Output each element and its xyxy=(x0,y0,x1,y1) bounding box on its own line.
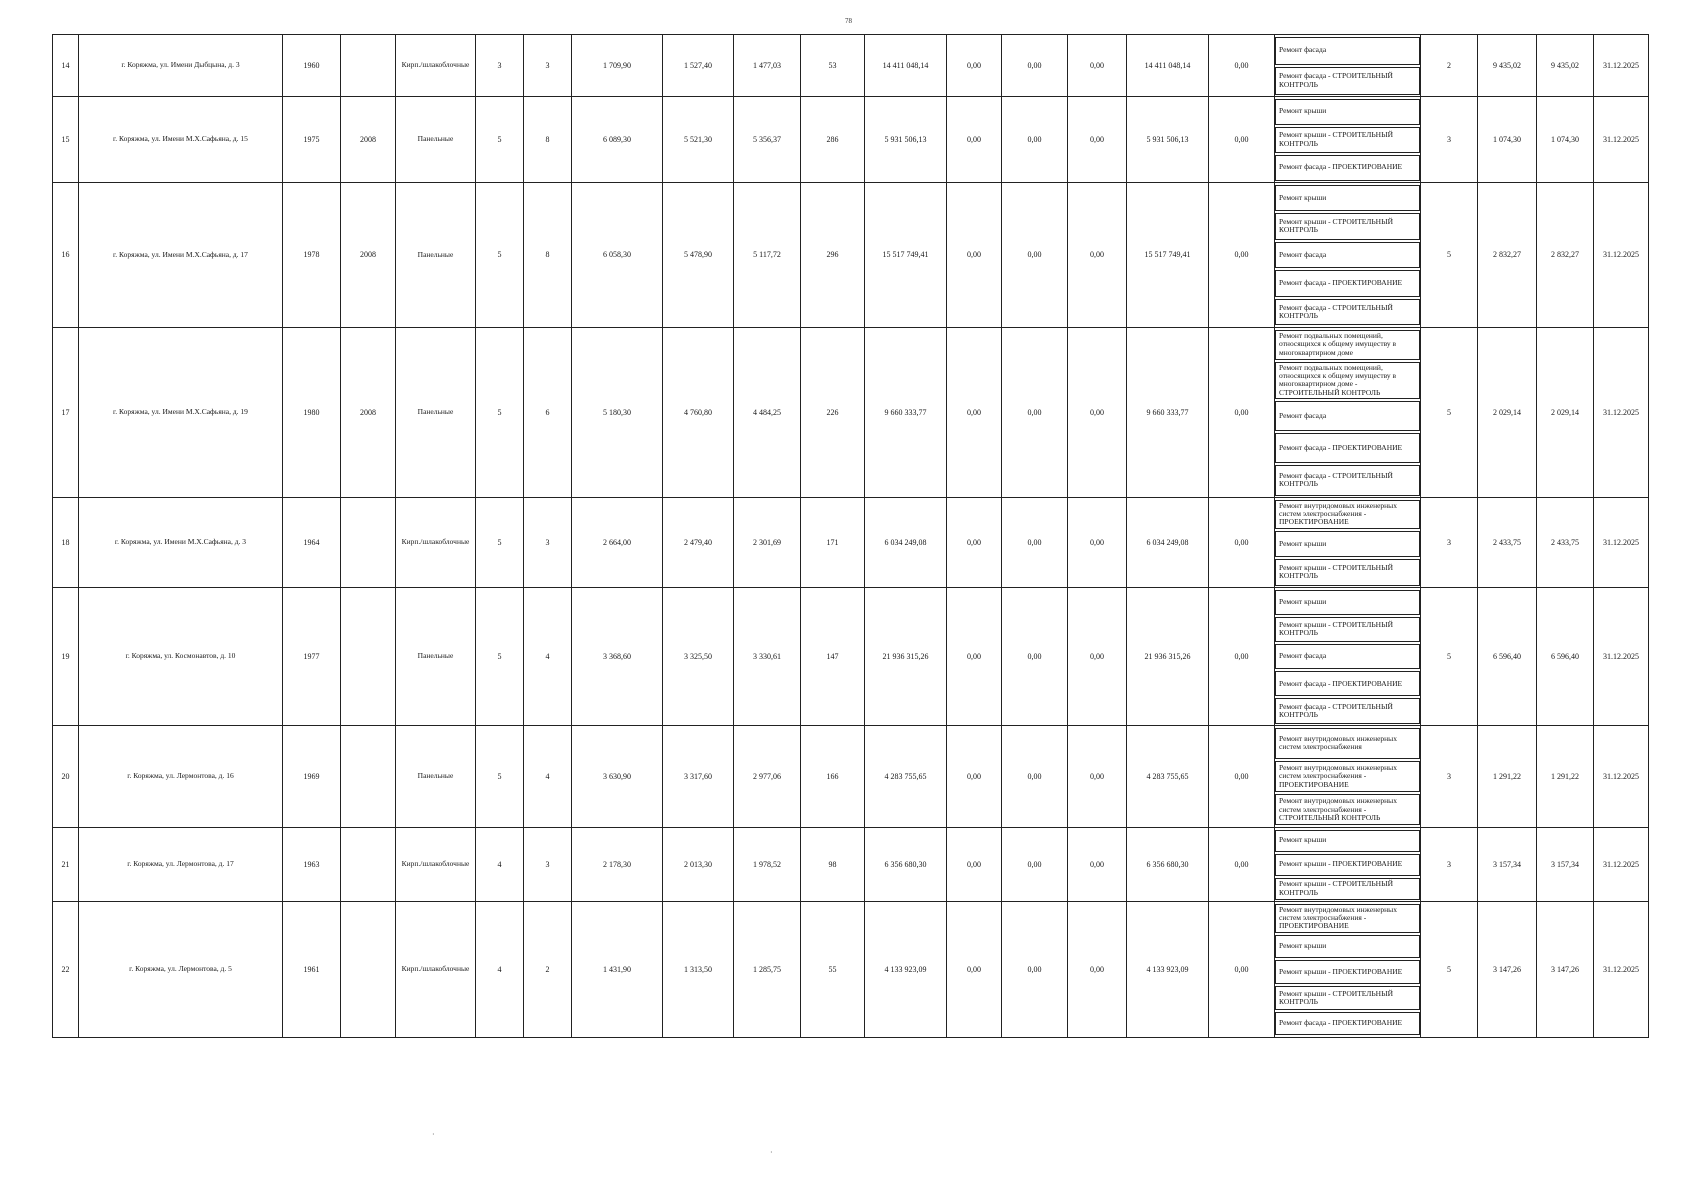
cell-address: г. Коряжма, ул. Лермонтова, д. 17 xyxy=(79,828,283,902)
cell-limit-cost: 3 157,34 xyxy=(1537,828,1594,902)
cell-fund-4: 0,00 xyxy=(1209,726,1275,828)
cell-fund-1: 0,00 xyxy=(947,902,1002,1038)
cell-address: г. Коряжма, ул. Лермонтова, д. 16 xyxy=(79,726,283,828)
cell-works xyxy=(1275,328,1421,498)
cell-fund-4: 0,00 xyxy=(1209,183,1275,328)
table-row xyxy=(53,726,1649,828)
work-item: Ремонт фасада xyxy=(1275,37,1420,65)
cell-works-count: 2 xyxy=(1421,35,1478,97)
cell-works xyxy=(1275,726,1421,828)
cell-area-residential: 2 301,69 xyxy=(734,498,801,588)
cell-unit-cost: 1 074,30 xyxy=(1478,97,1537,183)
cell-address: г. Коряжма, ул. Космонавтов, д. 10 xyxy=(79,588,283,726)
cell-unit-cost: 2 433,75 xyxy=(1478,498,1537,588)
work-item: Ремонт крыши - ПРОЕКТИРОВАНИЕ xyxy=(1275,854,1420,876)
cell-entrances: 4 xyxy=(524,588,572,726)
works-list xyxy=(1275,903,1420,1037)
table-row xyxy=(53,902,1649,1038)
cell-fund-2: 0,00 xyxy=(1002,828,1068,902)
cell-wall-material: Кирп./шлакоблочные xyxy=(396,828,476,902)
cell-year-renovation xyxy=(341,35,396,97)
works-list xyxy=(1275,184,1420,327)
cell-floors: 5 xyxy=(476,588,524,726)
cell-unit-cost: 2 832,27 xyxy=(1478,183,1537,328)
work-item: Ремонт фасада xyxy=(1275,401,1420,431)
work-item: Ремонт крыши - СТРОИТЕЛЬНЫЙ КОНТРОЛЬ xyxy=(1275,213,1420,240)
cell-area-premises: 2 013,30 xyxy=(663,828,734,902)
work-item: Ремонт внутридомовых инженерных систем электроснабжения - СТРОИТЕЛЬНЫЙ КОНТРОЛЬ xyxy=(1275,794,1420,825)
cell-year-built: 1969 xyxy=(283,726,341,828)
work-item: Ремонт внутридомовых инженерных систем электроснабжения - ПРОЕКТИРОВАНИЕ xyxy=(1275,904,1420,933)
cell-address: г. Коряжма, ул. Имени М.Х.Сафьяна, д. 3 xyxy=(79,498,283,588)
work-item: Ремонт фасада - СТРОИТЕЛЬНЫЙ КОНТРОЛЬ xyxy=(1275,67,1420,95)
cell-no: 14 xyxy=(53,35,79,97)
work-item: Ремонт фасада xyxy=(1275,242,1420,269)
cell-cost-total: 6 034 249,08 xyxy=(865,498,947,588)
cell-works xyxy=(1275,183,1421,328)
cell-unit-cost: 9 435,02 xyxy=(1478,35,1537,97)
cell-fund-2: 0,00 xyxy=(1002,183,1068,328)
cell-fund-1: 0,00 xyxy=(947,97,1002,183)
works-list xyxy=(1275,329,1420,497)
cell-entrances: 8 xyxy=(524,183,572,328)
table-row xyxy=(53,588,1649,726)
cell-no: 20 xyxy=(53,726,79,828)
cell-fund-4: 0,00 xyxy=(1209,902,1275,1038)
work-item: Ремонт внутридомовых инженерных систем электроснабжения - ПРОЕКТИРОВАНИЕ xyxy=(1275,761,1420,792)
cell-cost-total: 4 283 755,65 xyxy=(865,726,947,828)
table-row xyxy=(53,183,1649,328)
cell-fund-1: 0,00 xyxy=(947,183,1002,328)
table-row xyxy=(53,828,1649,902)
cell-residents: 296 xyxy=(801,183,865,328)
cell-residents: 98 xyxy=(801,828,865,902)
cell-fund-4: 0,00 xyxy=(1209,328,1275,498)
cell-fund-2: 0,00 xyxy=(1002,35,1068,97)
cell-area-residential: 1 477,03 xyxy=(734,35,801,97)
cell-fund-3: 0,00 xyxy=(1068,828,1127,902)
work-item: Ремонт фасада - ПРОЕКТИРОВАНИЕ xyxy=(1275,155,1420,181)
cell-address: г. Коряжма, ул. Имени Дыбцына, д. 3 xyxy=(79,35,283,97)
cell-cost-owners: 15 517 749,41 xyxy=(1127,183,1209,328)
cell-year-renovation xyxy=(341,498,396,588)
cell-entrances: 6 xyxy=(524,328,572,498)
table-row xyxy=(53,35,1649,97)
cell-area-residential: 5 356,37 xyxy=(734,97,801,183)
cell-residents: 226 xyxy=(801,328,865,498)
cell-unit-cost: 3 147,26 xyxy=(1478,902,1537,1038)
cell-fund-1: 0,00 xyxy=(947,828,1002,902)
work-item: Ремонт крыши xyxy=(1275,99,1420,125)
cell-year-renovation: 2008 xyxy=(341,183,396,328)
cell-area-premises: 4 760,80 xyxy=(663,328,734,498)
cell-area-premises: 5 478,90 xyxy=(663,183,734,328)
cell-wall-material: Панельные xyxy=(396,726,476,828)
table-row xyxy=(53,498,1649,588)
work-item: Ремонт внутридомовых инженерных систем электроснабжения - ПРОЕКТИРОВАНИЕ xyxy=(1275,500,1420,529)
cell-area-total: 2 178,30 xyxy=(572,828,663,902)
cell-fund-3: 0,00 xyxy=(1068,328,1127,498)
cell-entrances: 3 xyxy=(524,35,572,97)
cell-year-renovation xyxy=(341,828,396,902)
work-item: Ремонт фасада xyxy=(1275,644,1420,669)
scan-speck: · xyxy=(770,1148,773,1157)
cell-floors: 5 xyxy=(476,498,524,588)
cell-floors: 4 xyxy=(476,828,524,902)
works-list xyxy=(1275,499,1420,587)
cell-floors: 5 xyxy=(476,328,524,498)
cell-address: г. Коряжма, ул. Имени М.Х.Сафьяна, д. 19 xyxy=(79,328,283,498)
cell-entrances: 4 xyxy=(524,726,572,828)
cell-fund-1: 0,00 xyxy=(947,35,1002,97)
cell-works-count: 3 xyxy=(1421,498,1478,588)
cell-address: г. Коряжма, ул. Лермонтова, д. 5 xyxy=(79,902,283,1038)
cell-residents: 286 xyxy=(801,97,865,183)
cell-wall-material: Панельные xyxy=(396,328,476,498)
cell-year-renovation: 2008 xyxy=(341,328,396,498)
cell-cost-owners: 4 133 923,09 xyxy=(1127,902,1209,1038)
cell-year-built: 1961 xyxy=(283,902,341,1038)
cell-fund-2: 0,00 xyxy=(1002,328,1068,498)
cell-year-built: 1980 xyxy=(283,328,341,498)
cell-fund-3: 0,00 xyxy=(1068,97,1127,183)
cell-fund-3: 0,00 xyxy=(1068,588,1127,726)
work-item: Ремонт крыши xyxy=(1275,590,1420,615)
cell-entrances: 3 xyxy=(524,828,572,902)
cell-entrances: 3 xyxy=(524,498,572,588)
cell-entrances: 8 xyxy=(524,97,572,183)
cell-deadline: 31.12.2025 xyxy=(1594,828,1649,902)
cell-wall-material: Кирп./шлакоблочные xyxy=(396,35,476,97)
cell-cost-owners: 6 034 249,08 xyxy=(1127,498,1209,588)
cell-fund-1: 0,00 xyxy=(947,498,1002,588)
cell-area-premises: 3 325,50 xyxy=(663,588,734,726)
scan-speck: · xyxy=(432,1130,435,1139)
cell-fund-2: 0,00 xyxy=(1002,726,1068,828)
cell-cost-total: 4 133 923,09 xyxy=(865,902,947,1038)
page-number: 78 xyxy=(845,17,852,25)
cell-works-count: 5 xyxy=(1421,588,1478,726)
cell-floors: 5 xyxy=(476,97,524,183)
cell-no: 17 xyxy=(53,328,79,498)
cell-floors: 5 xyxy=(476,183,524,328)
cell-area-total: 1 709,90 xyxy=(572,35,663,97)
cell-year-built: 1960 xyxy=(283,35,341,97)
cell-area-residential: 4 484,25 xyxy=(734,328,801,498)
cell-works xyxy=(1275,902,1421,1038)
cell-deadline: 31.12.2025 xyxy=(1594,726,1649,828)
cell-year-renovation xyxy=(341,726,396,828)
cell-works xyxy=(1275,97,1421,183)
capital-repair-register-table xyxy=(52,34,1649,1038)
cell-cost-total: 14 411 048,14 xyxy=(865,35,947,97)
cell-limit-cost: 6 596,40 xyxy=(1537,588,1594,726)
cell-floors: 5 xyxy=(476,726,524,828)
cell-fund-3: 0,00 xyxy=(1068,726,1127,828)
work-item: Ремонт внутридомовых инженерных систем электроснабжения xyxy=(1275,728,1420,759)
cell-fund-4: 0,00 xyxy=(1209,97,1275,183)
cell-residents: 147 xyxy=(801,588,865,726)
cell-area-total: 6 058,30 xyxy=(572,183,663,328)
cell-no: 15 xyxy=(53,97,79,183)
cell-area-total: 3 630,90 xyxy=(572,726,663,828)
cell-unit-cost: 3 157,34 xyxy=(1478,828,1537,902)
cell-works-count: 3 xyxy=(1421,726,1478,828)
cell-year-built: 1964 xyxy=(283,498,341,588)
cell-fund-2: 0,00 xyxy=(1002,97,1068,183)
cell-works-count: 5 xyxy=(1421,902,1478,1038)
cell-deadline: 31.12.2025 xyxy=(1594,328,1649,498)
work-item: Ремонт крыши - СТРОИТЕЛЬНЫЙ КОНТРОЛЬ xyxy=(1275,127,1420,153)
cell-limit-cost: 2 029,14 xyxy=(1537,328,1594,498)
cell-fund-3: 0,00 xyxy=(1068,902,1127,1038)
table-row xyxy=(53,328,1649,498)
work-item: Ремонт крыши xyxy=(1275,935,1420,959)
cell-wall-material: Кирп./шлакоблочные xyxy=(396,902,476,1038)
cell-year-renovation xyxy=(341,902,396,1038)
cell-floors: 3 xyxy=(476,35,524,97)
cell-deadline: 31.12.2025 xyxy=(1594,588,1649,726)
cell-works xyxy=(1275,498,1421,588)
work-item: Ремонт подвальных помещений, относящихся к общему имуществу в многоквартирном доме xyxy=(1275,330,1420,360)
cell-year-built: 1975 xyxy=(283,97,341,183)
cell-fund-1: 0,00 xyxy=(947,328,1002,498)
cell-residents: 55 xyxy=(801,902,865,1038)
cell-wall-material: Панельные xyxy=(396,97,476,183)
cell-fund-3: 0,00 xyxy=(1068,498,1127,588)
cell-cost-total: 15 517 749,41 xyxy=(865,183,947,328)
cell-deadline: 31.12.2025 xyxy=(1594,35,1649,97)
cell-cost-owners: 9 660 333,77 xyxy=(1127,328,1209,498)
works-list xyxy=(1275,98,1420,182)
cell-wall-material: Кирп./шлакоблочные xyxy=(396,498,476,588)
cell-fund-2: 0,00 xyxy=(1002,588,1068,726)
work-item: Ремонт фасада - ПРОЕКТИРОВАНИЕ xyxy=(1275,671,1420,696)
cell-no: 21 xyxy=(53,828,79,902)
cell-area-residential: 1 978,52 xyxy=(734,828,801,902)
cell-limit-cost: 1 291,22 xyxy=(1537,726,1594,828)
cell-fund-4: 0,00 xyxy=(1209,35,1275,97)
cell-cost-owners: 6 356 680,30 xyxy=(1127,828,1209,902)
cell-fund-4: 0,00 xyxy=(1209,498,1275,588)
cell-area-total: 2 664,00 xyxy=(572,498,663,588)
cell-works-count: 5 xyxy=(1421,328,1478,498)
works-list xyxy=(1275,589,1420,725)
cell-works xyxy=(1275,588,1421,726)
cell-limit-cost: 2 832,27 xyxy=(1537,183,1594,328)
works-list xyxy=(1275,36,1420,96)
cell-cost-owners: 21 936 315,26 xyxy=(1127,588,1209,726)
cell-no: 19 xyxy=(53,588,79,726)
work-item: Ремонт крыши xyxy=(1275,185,1420,212)
cell-cost-owners: 4 283 755,65 xyxy=(1127,726,1209,828)
cell-area-total: 1 431,90 xyxy=(572,902,663,1038)
work-item: Ремонт крыши - СТРОИТЕЛЬНЫЙ КОНТРОЛЬ xyxy=(1275,878,1420,900)
cell-wall-material: Панельные xyxy=(396,183,476,328)
cell-fund-2: 0,00 xyxy=(1002,498,1068,588)
cell-floors: 4 xyxy=(476,902,524,1038)
work-item: Ремонт фасада - СТРОИТЕЛЬНЫЙ КОНТРОЛЬ xyxy=(1275,698,1420,723)
cell-area-residential: 1 285,75 xyxy=(734,902,801,1038)
cell-cost-total: 5 931 506,13 xyxy=(865,97,947,183)
work-item: Ремонт фасада - ПРОЕКТИРОВАНИЕ xyxy=(1275,270,1420,297)
cell-year-built: 1978 xyxy=(283,183,341,328)
cell-area-premises: 1 527,40 xyxy=(663,35,734,97)
cell-fund-1: 0,00 xyxy=(947,726,1002,828)
work-item: Ремонт крыши xyxy=(1275,531,1420,557)
cell-address: г. Коряжма, ул. Имени М.Х.Сафьяна, д. 17 xyxy=(79,183,283,328)
cell-deadline: 31.12.2025 xyxy=(1594,183,1649,328)
cell-limit-cost: 2 433,75 xyxy=(1537,498,1594,588)
cell-cost-owners: 14 411 048,14 xyxy=(1127,35,1209,97)
cell-works-count: 3 xyxy=(1421,828,1478,902)
cell-year-built: 1963 xyxy=(283,828,341,902)
cell-limit-cost: 9 435,02 xyxy=(1537,35,1594,97)
cell-fund-3: 0,00 xyxy=(1068,35,1127,97)
cell-year-built: 1977 xyxy=(283,588,341,726)
cell-area-residential: 3 330,61 xyxy=(734,588,801,726)
cell-area-premises: 5 521,30 xyxy=(663,97,734,183)
works-list xyxy=(1275,727,1420,827)
work-item: Ремонт фасада - СТРОИТЕЛЬНЫЙ КОНТРОЛЬ xyxy=(1275,465,1420,495)
cell-unit-cost: 2 029,14 xyxy=(1478,328,1537,498)
cell-cost-owners: 5 931 506,13 xyxy=(1127,97,1209,183)
cell-works-count: 3 xyxy=(1421,97,1478,183)
cell-fund-2: 0,00 xyxy=(1002,902,1068,1038)
cell-works-count: 5 xyxy=(1421,183,1478,328)
cell-no: 18 xyxy=(53,498,79,588)
cell-cost-total: 21 936 315,26 xyxy=(865,588,947,726)
work-item: Ремонт подвальных помещений, относящихся к общему имуществу в многоквартирном доме - СТРОИТЕЛЬНЫЙ КОНТРОЛЬ xyxy=(1275,362,1420,400)
cell-residents: 171 xyxy=(801,498,865,588)
cell-residents: 166 xyxy=(801,726,865,828)
cell-fund-4: 0,00 xyxy=(1209,588,1275,726)
cell-no: 16 xyxy=(53,183,79,328)
cell-entrances: 2 xyxy=(524,902,572,1038)
cell-area-total: 3 368,60 xyxy=(572,588,663,726)
cell-area-total: 5 180,30 xyxy=(572,328,663,498)
cell-residents: 53 xyxy=(801,35,865,97)
cell-deadline: 31.12.2025 xyxy=(1594,97,1649,183)
cell-address: г. Коряжма, ул. Имени М.Х.Сафьяна, д. 15 xyxy=(79,97,283,183)
cell-cost-total: 9 660 333,77 xyxy=(865,328,947,498)
cell-unit-cost: 1 291,22 xyxy=(1478,726,1537,828)
cell-fund-4: 0,00 xyxy=(1209,828,1275,902)
cell-deadline: 31.12.2025 xyxy=(1594,498,1649,588)
work-item: Ремонт крыши - ПРОЕКТИРОВАНИЕ xyxy=(1275,960,1420,984)
cell-wall-material: Панельные xyxy=(396,588,476,726)
cell-area-premises: 3 317,60 xyxy=(663,726,734,828)
work-item: Ремонт крыши - СТРОИТЕЛЬНЫЙ КОНТРОЛЬ xyxy=(1275,986,1420,1010)
cell-area-total: 6 089,30 xyxy=(572,97,663,183)
cell-area-residential: 2 977,06 xyxy=(734,726,801,828)
cell-works xyxy=(1275,35,1421,97)
cell-area-premises: 1 313,50 xyxy=(663,902,734,1038)
work-item: Ремонт крыши - СТРОИТЕЛЬНЫЙ КОНТРОЛЬ xyxy=(1275,617,1420,642)
work-item: Ремонт фасада - СТРОИТЕЛЬНЫЙ КОНТРОЛЬ xyxy=(1275,299,1420,326)
cell-area-premises: 2 479,40 xyxy=(663,498,734,588)
cell-area-residential: 5 117,72 xyxy=(734,183,801,328)
cell-year-renovation: 2008 xyxy=(341,97,396,183)
cell-limit-cost: 1 074,30 xyxy=(1537,97,1594,183)
cell-no: 22 xyxy=(53,902,79,1038)
cell-deadline: 31.12.2025 xyxy=(1594,902,1649,1038)
works-list xyxy=(1275,829,1420,901)
cell-unit-cost: 6 596,40 xyxy=(1478,588,1537,726)
work-item: Ремонт крыши xyxy=(1275,830,1420,852)
cell-year-renovation xyxy=(341,588,396,726)
table-row xyxy=(53,97,1649,183)
cell-fund-1: 0,00 xyxy=(947,588,1002,726)
work-item: Ремонт крыши - СТРОИТЕЛЬНЫЙ КОНТРОЛЬ xyxy=(1275,559,1420,585)
cell-works xyxy=(1275,828,1421,902)
work-item: Ремонт фасада - ПРОЕКТИРОВАНИЕ xyxy=(1275,433,1420,463)
work-item: Ремонт фасада - ПРОЕКТИРОВАНИЕ xyxy=(1275,1012,1420,1036)
cell-cost-total: 6 356 680,30 xyxy=(865,828,947,902)
cell-fund-3: 0,00 xyxy=(1068,183,1127,328)
cell-limit-cost: 3 147,26 xyxy=(1537,902,1594,1038)
